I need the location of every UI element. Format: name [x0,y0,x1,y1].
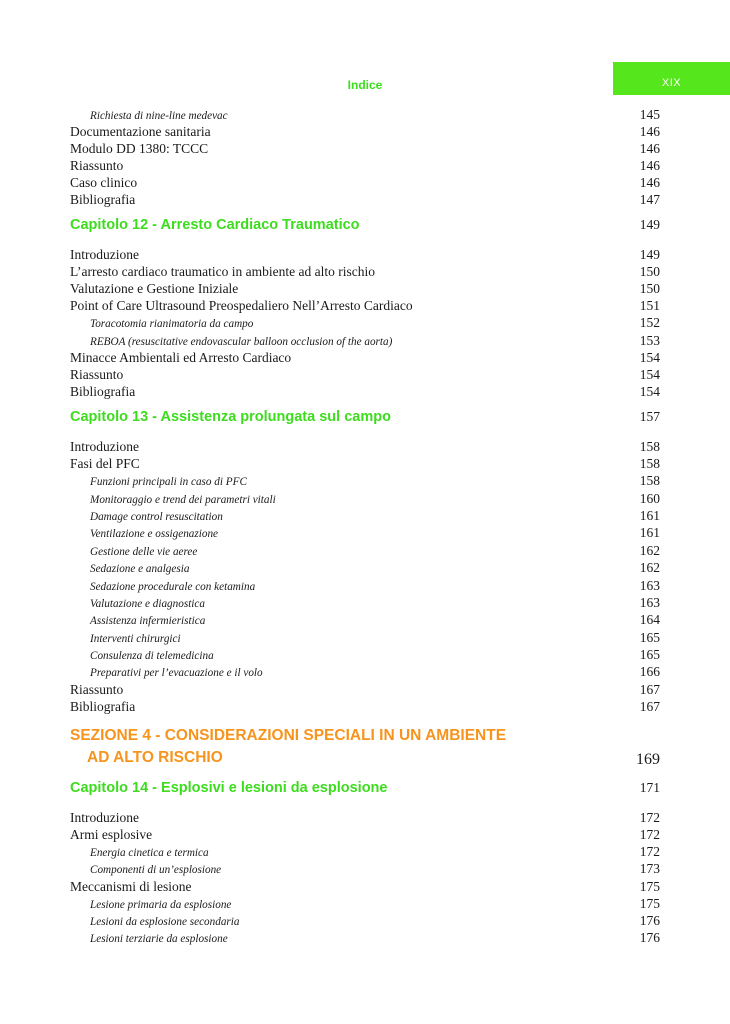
toc-entry [70,191,660,208]
toc-subentry [70,895,660,912]
toc-entry-title: Ventilazione e ossigenazione [90,528,219,541]
toc-page-number: 167 [639,681,660,697]
toc-entry-title: Capitolo 14 - Esplosivi e lesioni da esplosione [70,779,388,796]
toc-entry-title: Funzioni principali in caso di PFC [90,476,247,489]
toc-entry-title: Riassunto [70,158,124,174]
toc-page-number: 166 [639,664,660,680]
toc-page-number: 172 [639,843,660,859]
toc-entry-title: Toracotomia rianimatoria da campo [90,318,254,331]
toc-entry [70,383,660,400]
toc-page-number: 175 [639,895,660,911]
toc-subentry [70,860,660,877]
toc-entry [70,263,660,280]
toc-page-number: 172 [639,826,660,842]
toc-page-number: 176 [639,913,660,929]
section-title-line-1: SEZIONE 4 - CONSIDERAZIONI SPECIALI IN UN AMBIENTE [70,726,507,744]
toc-page-number: 146 [639,175,660,191]
toc-page-number: 146 [639,124,660,140]
toc-subentry [70,843,660,860]
toc-entry-title: Damage control resuscitation [90,510,223,523]
toc-subentry [70,524,660,541]
toc-page-number: 154 [639,367,660,383]
toc-entry [70,826,660,843]
chapter-heading [70,780,660,809]
toc-page-number: 162 [639,542,660,558]
toc-subentry [70,559,660,576]
toc-subentry [70,663,660,680]
toc-entry [70,455,660,472]
toc-entry [70,140,660,157]
toc-page-number: 158 [639,439,660,455]
toc-page-number: 146 [639,141,660,157]
toc-entry-title: Bibliografia [70,192,136,208]
toc-entry-title: Consulenza di telemedicina [90,650,214,663]
toc-entry-title: Gestione delle vie aeree [90,545,198,558]
toc-entry-title: Lesioni terziarie da esplosione [90,933,228,946]
toc-entry [70,157,660,174]
toc-entry-title: Introduzione [70,809,139,825]
toc-page-number: 151 [639,298,660,314]
table-of-contents [70,106,660,947]
toc-page-number: 169 [636,750,660,768]
toc-page-number: 149 [639,247,660,263]
chapter-heading [70,217,660,246]
page-number-tab [613,62,730,95]
toc-entry-title: Lesioni da esplosione secondaria [90,916,240,929]
section-heading [70,723,660,769]
toc-entry-title: Monitoraggio e trend dei parametri vitali [90,493,276,506]
toc-entry-title: Valutazione e Gestione Iniziale [70,281,239,297]
toc-entry [70,349,660,366]
toc-page-number: 162 [639,560,660,576]
toc-entry-title [70,725,506,769]
toc-page-number: 172 [639,809,660,825]
toc-entry [70,174,660,191]
toc-entry-title: Caso clinico [70,175,138,191]
toc-entry-title: Meccanismi di lesione [70,878,192,894]
toc-page-number: 173 [639,861,660,877]
toc-subentry [70,507,660,524]
toc-subentry [70,472,660,489]
toc-page-number: 150 [639,281,660,297]
toc-subentry [70,594,660,611]
toc-entry [70,280,660,297]
toc-entry-title: REBOA (resuscitative endovascular balloon occlusion of the aorta) [90,335,393,348]
toc-subentry [70,611,660,628]
toc-entry-title: Componenti di un’esplosione [90,864,222,877]
toc-entry [70,809,660,826]
toc-entry-title: Riassunto [70,681,124,697]
toc-subentry [70,332,660,349]
toc-page-number: 161 [639,525,660,541]
toc-entry [70,438,660,455]
toc-page-number: 167 [639,698,660,714]
toc-entry-title: Sedazione procedurale con ketamina [90,580,256,593]
toc-entry-title: Bibliografia [70,384,136,400]
toc-entry-title: Documentazione sanitaria [70,124,211,140]
toc-subentry [70,912,660,929]
toc-page-number: 157 [639,409,660,425]
toc-entry-title: Lesione primaria da esplosione [90,898,232,911]
toc-entry-title: Sedazione e analgesia [90,563,190,576]
toc-entry [70,246,660,263]
toc-page-number: 152 [639,315,660,331]
page-header-title: Indice [347,78,383,92]
toc-entry-title: Point of Care Ultrasound Preospedaliero Nell’Arresto Cardiaco [70,298,413,314]
toc-page-number: 150 [639,264,660,280]
toc-entry-title: Interventi chirurgici [90,632,181,645]
toc-subentry [70,929,660,946]
toc-subentry [70,314,660,331]
toc-entry-title: Riassunto [70,367,124,383]
toc-page-number: 176 [639,930,660,946]
toc-page-number: 158 [639,473,660,489]
toc-entry-title: Introduzione [70,247,139,263]
toc-page-number: 146 [639,158,660,174]
toc-page-number: 149 [639,217,660,233]
toc-subentry [70,629,660,646]
toc-entry-title: Energia cinetica e termica [90,846,209,859]
page-number-roman: XIX [661,77,682,89]
toc-entry [70,698,660,715]
toc-entry-title: Modulo DD 1380: TCCC [70,141,209,157]
toc-entry-title: Capitolo 12 - Arresto Cardiaco Traumatico [70,217,360,234]
chapter-heading [70,409,660,438]
toc-subentry [70,577,660,594]
toc-entry-title: Bibliografia [70,698,136,714]
toc-page-number: 175 [639,878,660,894]
toc-entry-title: Capitolo 13 - Assistenza prolungata sul campo [70,409,391,426]
toc-page-number: 171 [639,779,660,795]
toc-page-number: 154 [639,350,660,366]
toc-entry-title: Minacce Ambientali ed Arresto Cardiaco [70,350,292,366]
toc-page-number: 154 [639,384,660,400]
toc-entry-title: Preparativi per l’evacuazione e il volo [90,667,263,680]
toc-page-number: 165 [639,647,660,663]
toc-page-number: 160 [639,490,660,506]
toc-page-number: 147 [639,192,660,208]
toc-entry-title: Armi esplosive [70,826,153,842]
toc-entry-title: Valutazione e diagnostica [90,597,205,610]
toc-page-number: 161 [639,507,660,523]
toc-entry [70,123,660,140]
toc-entry-title: Fasi del PFC [70,456,140,472]
toc-entry [70,878,660,895]
toc-page-number: 145 [639,107,660,122]
toc-page-number: 158 [639,456,660,472]
toc-page-number: 164 [639,612,660,628]
toc-subentry [70,542,660,559]
toc-subentry [70,106,660,123]
toc-entry-title: Assistenza infermieristica [90,615,206,628]
toc-page-number: 163 [639,577,660,593]
toc-entry [70,681,660,698]
toc-subentry [70,490,660,507]
toc-entry [70,297,660,314]
toc-entry-title: L’arresto cardiaco traumatico in ambiente ad alto rischio [70,264,376,280]
toc-entry [70,366,660,383]
toc-page-number: 165 [639,629,660,645]
toc-subentry [70,646,660,663]
toc-page-number: 153 [639,332,660,348]
toc-entry-title: Introduzione [70,439,139,455]
toc-page-number: 163 [639,594,660,610]
section-title-line-2: AD ALTO RISCHIO [87,748,223,766]
toc-entry-title: Richiesta di nine-line medevac [90,110,228,122]
